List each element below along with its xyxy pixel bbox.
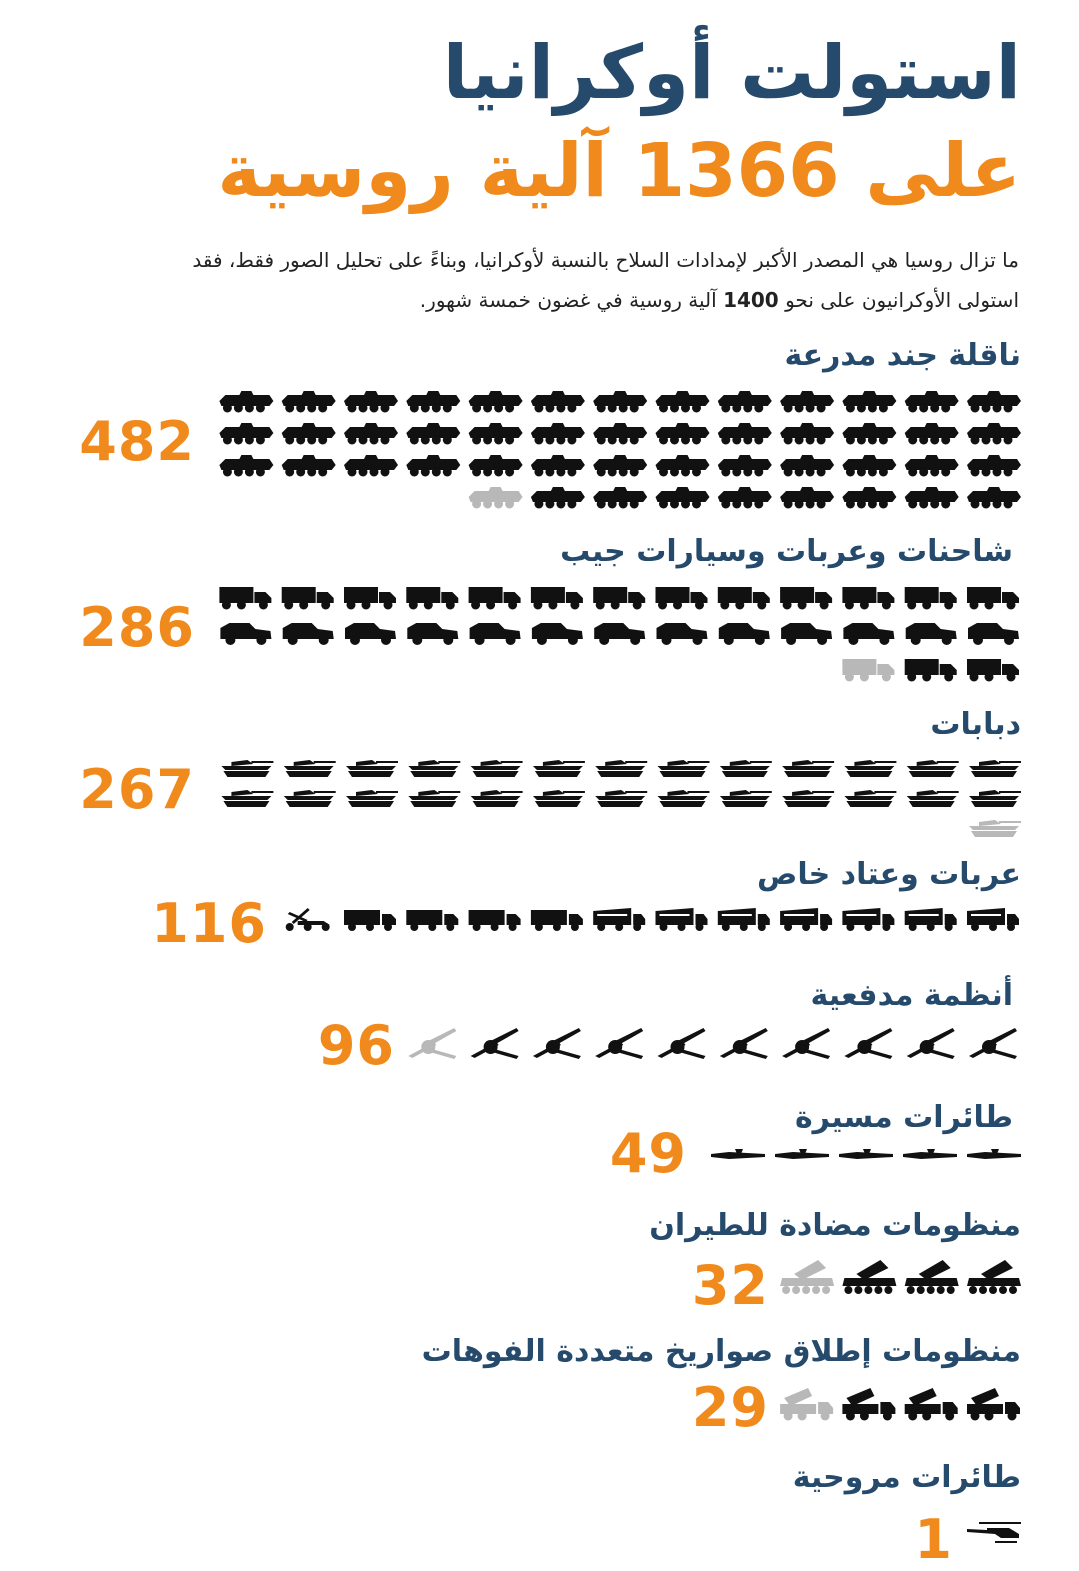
icon-grid-mlrs [213,1386,1021,1426]
tank-icon [284,790,336,807]
tank-icon [408,760,460,777]
apc-icon [905,455,959,477]
helicopter-icon [967,1522,1021,1543]
artillery-icon [844,1028,892,1059]
truck-jeep-icon [905,659,957,682]
truck-jeep-icon [780,587,832,610]
apc-icon [469,455,523,477]
truck-jeep-icon [469,587,521,610]
apc-icon [406,423,460,445]
tank-icon [346,760,398,777]
apc-icon [656,423,710,445]
icon-grid-helicopters [213,1520,1021,1550]
tank-icon [844,760,896,777]
special-vehicle-icon [842,908,894,931]
tank-icon [408,790,460,807]
tank-icon [907,760,959,777]
apc-icon [219,455,273,477]
truck-jeep-icon [842,587,894,610]
tank-icon [782,790,834,807]
apc-icon [344,455,398,477]
truck-jeep-icon [532,623,583,645]
apc-icon [718,455,772,477]
apc-icon [967,455,1021,477]
icon-grid-trucks [213,584,1021,688]
tank-icon [658,760,710,777]
intro-paragraph [129,240,1019,320]
apc-icon [967,423,1021,445]
apc-icon [531,455,585,477]
category-title-artillery: أنظمة مدفعية [810,978,1013,1013]
special-vehicle-icon [531,910,583,931]
truck-jeep-icon [406,587,458,610]
truck-jeep-icon [905,587,957,610]
tank-icon [221,790,273,807]
artillery-icon [595,1028,643,1059]
tank-icon [782,760,834,777]
apc-icon [905,423,959,445]
truck-jeep-icon [470,623,521,645]
special-vehicle-icon [344,910,396,931]
tank-icon [221,760,273,777]
apc-icon [593,391,647,413]
drone-icon [839,1149,893,1159]
mlrs-icon [967,1388,1020,1421]
tank-icon [969,760,1021,777]
apc-icon [469,487,523,509]
category-count-artillery: 96 [317,1014,395,1077]
category-title-anti-aircraft: منظومات مضادة للطيران [649,1208,1021,1243]
special-vehicle-icon [967,908,1019,931]
apc-icon [656,455,710,477]
truck-jeep-icon [968,623,1019,645]
apc-icon [344,423,398,445]
icon-grid-tanks [213,756,1021,840]
category-title-helicopters: طائرات مروحية [792,1460,1021,1495]
apc-icon [842,455,896,477]
icon-grid-drones [213,1146,1021,1168]
tank-icon [533,760,585,777]
apc-icon [842,487,896,509]
truck-jeep-icon [282,587,334,610]
intro-number: 1400 [723,288,779,312]
category-count-trucks: 286 [79,596,195,659]
category-count-helicopters: 1 [914,1508,953,1571]
category-count-tanks: 267 [79,758,195,821]
truck-jeep-icon [593,587,645,610]
special-vehicle-icon [780,908,832,931]
apc-icon [842,391,896,413]
truck-jeep-icon [407,623,458,645]
apc-icon [219,391,273,413]
tank-icon [658,790,710,807]
artillery-icon [471,1028,519,1059]
tank-icon [720,760,772,777]
category-title-tanks: دبابات [930,707,1021,742]
category-count-apc: 482 [79,410,195,473]
apc-icon [905,391,959,413]
artillery-icon [658,1028,706,1059]
drone-icon [903,1149,957,1159]
special-vehicle-icon [718,908,770,931]
artillery-icon [720,1028,768,1059]
mlrs-icon [842,1388,895,1421]
drone-icon [775,1149,829,1159]
artillery-icon [969,1028,1017,1059]
truck-jeep-icon [718,587,770,610]
artillery-icon [907,1028,955,1059]
apc-icon [531,391,585,413]
apc-icon [469,391,523,413]
special-vehicle-icon [593,908,645,931]
truck-jeep-icon [843,623,894,645]
apc-icon [593,487,647,509]
icon-grid-apc [213,388,1021,512]
tank-icon [595,790,647,807]
anti-aircraft-icon [905,1260,959,1294]
anti-aircraft-icon [780,1260,834,1294]
special-vehicle-icon [286,908,330,931]
apc-icon [406,455,460,477]
tank-icon [346,790,398,807]
apc-icon [905,487,959,509]
truck-jeep-icon [344,587,396,610]
category-title-trucks: شاحنات وعربات وسيارات جيب [560,534,1013,569]
tank-icon [720,790,772,807]
apc-icon [780,455,834,477]
apc-icon [718,487,772,509]
apc-icon [967,391,1021,413]
truck-jeep-icon [967,659,1019,682]
category-title-apc: ناقلة جند مدرعة [784,338,1021,373]
drone-icon [967,1149,1021,1159]
apc-icon [718,391,772,413]
apc-icon [469,423,523,445]
apc-icon [780,487,834,509]
truck-jeep-icon [656,587,708,610]
truck-jeep-icon [967,587,1019,610]
truck-jeep-icon [906,623,957,645]
truck-jeep-icon [220,623,271,645]
category-count-mlrs: 29 [691,1376,769,1439]
apc-icon [282,423,336,445]
apc-icon [967,487,1021,509]
artillery-icon [782,1028,830,1059]
truck-jeep-icon [719,623,770,645]
tank-icon [471,760,523,777]
apc-icon [718,423,772,445]
special-vehicle-icon [656,908,708,931]
apc-icon [593,423,647,445]
intro-text-part1: ما تزال روسيا هي المصدر الأكبر لإمدادات السلاح بالنسبة لأوكرانيا، وبناءً على تحليل الصور فقط، فقد استولى الأوكرانيون على نحو [192,248,1019,312]
special-vehicle-icon [469,910,521,931]
apc-icon [406,391,460,413]
truck-jeep-icon [219,587,271,610]
truck-jeep-icon [781,623,832,645]
apc-icon [531,423,585,445]
apc-icon [780,423,834,445]
apc-icon [531,487,585,509]
tank-icon [844,790,896,807]
headline-line2: على 1366 آلية روسية [217,128,1021,214]
truck-jeep-icon [594,623,645,645]
tank-icon [533,790,585,807]
anti-aircraft-icon [967,1260,1021,1294]
headline-line1: استولت أوكرانيا [442,30,1021,116]
artillery-icon [408,1028,456,1059]
icon-grid-special-vehicles [213,906,1021,940]
anti-aircraft-icon [842,1260,896,1294]
tank-icon [969,790,1021,807]
tank-icon [284,760,336,777]
apc-icon [282,455,336,477]
apc-icon [656,391,710,413]
apc-icon [344,391,398,413]
apc-icon [656,487,710,509]
category-title-special-vehicles: عربات وعتاد خاص [756,857,1021,892]
apc-icon [842,423,896,445]
apc-icon [780,391,834,413]
truck-jeep-icon [283,623,334,645]
category-count-special-vehicles: 116 [151,892,267,955]
special-vehicle-icon [406,910,458,931]
icon-grid-artillery [213,1026,1021,1068]
tank-icon [471,790,523,807]
special-vehicle-icon [905,908,957,931]
tank-icon [595,760,647,777]
apc-icon [219,423,273,445]
tank-icon [907,790,959,807]
icon-grid-anti-aircraft [213,1256,1021,1306]
mlrs-icon [780,1388,833,1421]
mlrs-icon [905,1388,958,1421]
truck-jeep-icon [842,659,894,682]
category-count-anti-aircraft: 32 [691,1254,769,1317]
category-title-drones: طائرات مسيرة [794,1100,1013,1135]
artillery-icon [533,1028,581,1059]
tank-icon [969,820,1021,837]
category-count-drones: 49 [609,1122,687,1185]
truck-jeep-icon [531,587,583,610]
intro-text-part2: آلية روسية في غضون خمسة شهور. [419,288,717,312]
apc-icon [593,455,647,477]
truck-jeep-icon [345,623,396,645]
drone-icon [711,1149,765,1159]
category-title-mlrs: منظومات إطلاق صواريخ متعددة الفوهات [421,1334,1021,1369]
truck-jeep-icon [657,623,708,645]
apc-icon [282,391,336,413]
